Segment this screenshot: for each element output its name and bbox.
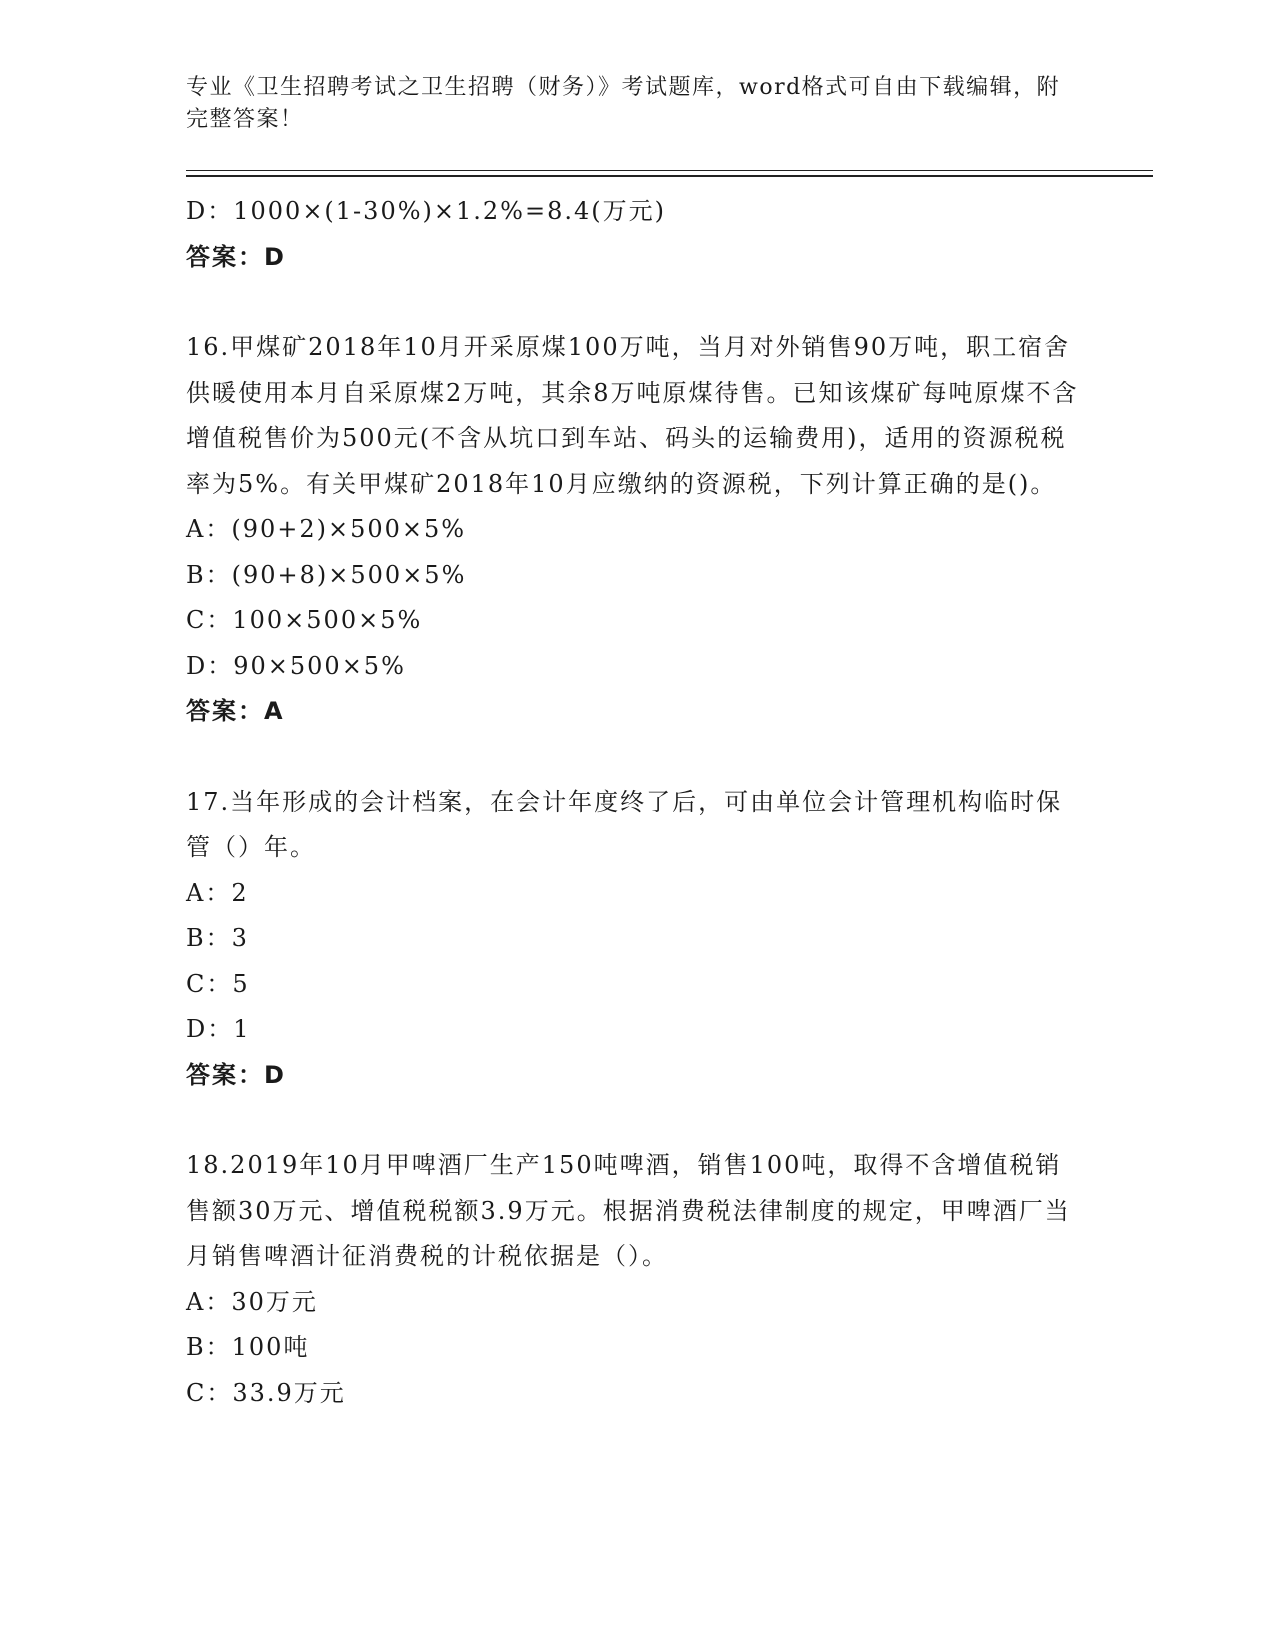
option-d: D：1 bbox=[186, 1015, 251, 1043]
option-a: A：30万元 bbox=[186, 1287, 318, 1316]
option-b: B：(90+8)×500×5% bbox=[186, 560, 467, 589]
header-divider-thin bbox=[186, 170, 1153, 171]
document-header: 专业《卫生招聘考试之卫生招聘（财务）》考试题库，word格式可自由下载编辑，附完整答案！ bbox=[186, 75, 1061, 132]
option-c: C：100×500×5% bbox=[186, 606, 423, 634]
question-18 bbox=[186, 1143, 1086, 1416]
option-a: A：(90+2)×500×5% bbox=[186, 515, 467, 543]
header-divider-thick bbox=[186, 175, 1153, 177]
option-b: B：3 bbox=[186, 924, 249, 952]
question-stem: 17.当年形成的会计档案，在会计年度终了后，可由单位会计管理机构临时保管（）年。 bbox=[186, 787, 1063, 861]
question-stem: 18.2019年10月甲啤酒厂生产150吨啤酒，销售100吨，取得不含增值税销售额30万元、增值税税额3.9万元。根据消费税法律制度的规定，甲啤酒厂当月销售啤酒计征消费税的计税依据是（）。 bbox=[186, 1151, 1071, 1270]
previous-option-d: D：1000×(1-30%)×1.2%=8.4(万元) bbox=[186, 197, 666, 225]
question-stem: 16.甲煤矿2018年10月开采原煤100万吨，当月对外销售90万吨，职工宿舍供暖使用本月自采原煤2万吨，其余8万吨原煤待售。已知该煤矿每吨原煤不含增值税售价为500元(不含从坑口到车站、码头的运输费用)，适用的资源税税率为5%。有关甲煤矿2018年10月应缴纳的资源税，下列计算正确的是()。 bbox=[186, 333, 1079, 498]
option-c: C：33.9万元 bbox=[186, 1378, 346, 1407]
question-17 bbox=[186, 780, 1086, 1099]
question-16 bbox=[186, 325, 1086, 735]
option-d: D：90×500×5% bbox=[186, 651, 406, 680]
question-content bbox=[186, 189, 1086, 1416]
answer: 答案：D bbox=[186, 1060, 286, 1089]
option-a: A：2 bbox=[186, 878, 249, 907]
answer: 答案：A bbox=[186, 697, 285, 725]
previous-answer: 答案：D bbox=[186, 242, 286, 271]
option-b: B：100吨 bbox=[186, 1333, 310, 1361]
option-c: C：5 bbox=[186, 969, 250, 998]
